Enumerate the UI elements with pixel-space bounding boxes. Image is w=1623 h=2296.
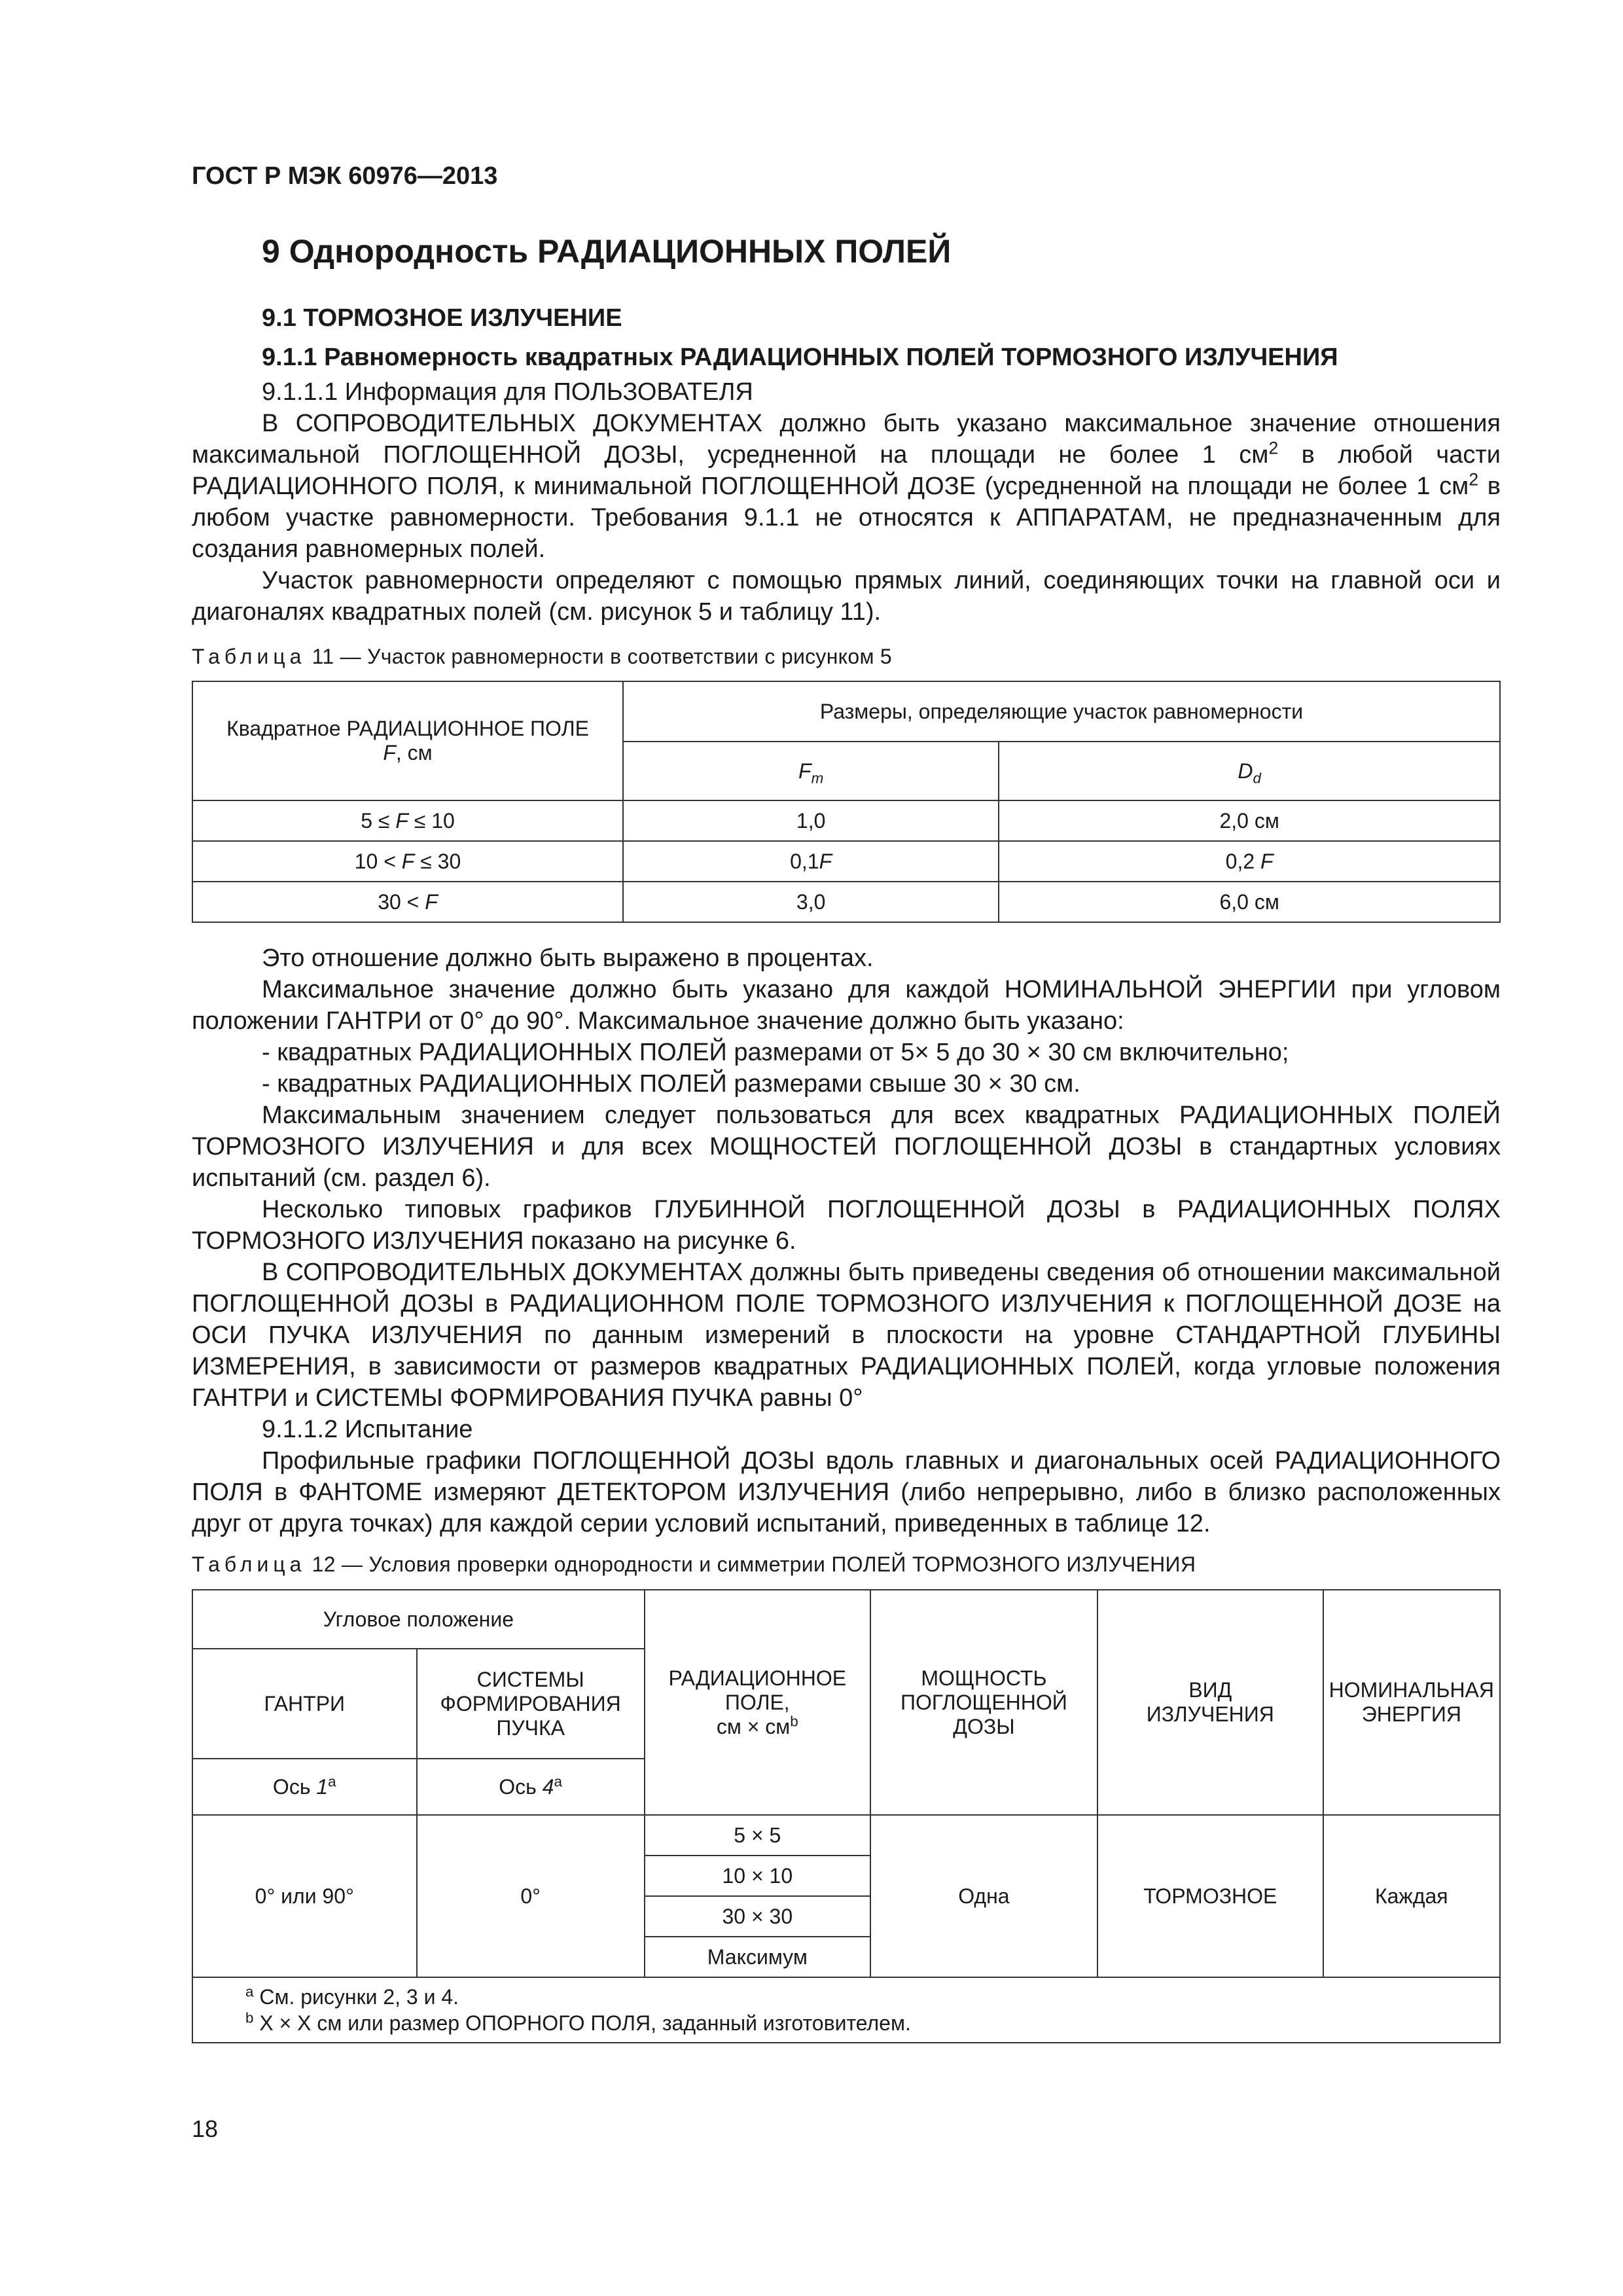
table11-cell-dd: 6,0 см xyxy=(999,882,1500,922)
paragraph-docs-requirement: В СОПРОВОДИТЕЛЬНЫХ ДОКУМЕНТАХ должно быть указано максимальное значение отношения максимальной ПОГЛОЩЕННОЙ ДОЗЫ, усредненной на площади не более 1 $см^2$ в любой части РАДИАЦИОННОГО ПОЛЯ, к минимальной ПОГЛОЩЕННОЙ ДОЗЕ (усредненной на площади не более 1 $см^2$ в любом участке равномерности. Требования 9.1.1 не относятся к АППАРАТАМ, не предназначенным для создания равномерных полей. xyxy=(192,410,1501,563)
table12-axis1: Ось 1$^a$ xyxy=(192,1759,417,1815)
table-row xyxy=(192,800,1500,841)
table12-field-value: Максимум xyxy=(645,1937,870,1977)
document-header: ГОСТ Р МЭК 60976—2013 xyxy=(192,162,498,190)
paragraph-use-max: Максимальным значением следует пользоваться для всех квадратных РАДИАЦИОННЫХ ПОЛЕЙ ТОРМОЗНОГО ИЗЛУЧЕНИЯ и для всех МОЩНОСТЕЙ ПОГЛОЩЕННОЙ ДОЗЫ в стандартных условиях испытаний (см. раздел 6). xyxy=(192,1102,1501,1192)
table12-beam-value: 0° xyxy=(417,1815,645,1977)
table11-cell-dd: 2,0 см xyxy=(999,800,1500,841)
paragraph-info-heading: 9.1.1.1 Информация для ПОЛЬЗОВАТЕЛЯ xyxy=(262,378,753,406)
table12-energy-value: Каждая xyxy=(1323,1815,1500,1977)
paragraph-uniformity-area: Участок равномерности определяют с помощью прямых линий, соединяющих точки на главной оси и диагоналях квадратных полей (см. рисунок 5 и таблицу 11). xyxy=(192,567,1501,626)
table12-gantry-header: ГАНТРИ xyxy=(192,1649,417,1759)
table12-axis4: Ось 4$^a$ xyxy=(417,1759,645,1815)
table11-fm-header: $F_m$ xyxy=(623,742,999,800)
table12-type-value: ТОРМОЗНОЕ xyxy=(1097,1815,1323,1977)
table11-cell-field: 10 < F ≤ 30 xyxy=(192,841,623,882)
table12-footnotes xyxy=(192,1977,1500,2043)
table11-group-header: Размеры, определяющие участок равномерности xyxy=(623,681,1500,742)
table-row xyxy=(192,1815,1500,1856)
paragraph-depth-dose: Несколько типовых графиков ГЛУБИННОЙ ПОГЛОЩЕННОЙ ДОЗЫ в РАДИАЦИОННЫХ ПОЛЯХ ТОРМОЗНОГО ИЗЛУЧЕНИЯ показано на рисунке 6. xyxy=(192,1196,1501,1255)
subsubsection-title: 9.1.1 Равномерность квадратных РАДИАЦИОННЫХ ПОЛЕЙ ТОРМОЗНОГО ИЗЛУЧЕНИЯ xyxy=(262,344,1338,371)
table-row xyxy=(192,841,1500,882)
table12-type-header: ВИД ИЗЛУЧЕНИЯ xyxy=(1097,1590,1323,1815)
table-12 xyxy=(192,1589,1501,2043)
table11-caption: Таблица 11 — Участок равномерности в соответствии с рисунком 5 xyxy=(192,645,893,668)
table11-cell-field: 5 ≤ F ≤ 10 xyxy=(192,800,623,841)
table12-field-value: 5 × 5 xyxy=(645,1815,870,1856)
table12-field-header: РАДИАЦИОННОЕ ПОЛЕ, см × $см^b$ xyxy=(645,1590,870,1815)
paragraph-profile-graphs: Профильные графики ПОГЛОЩЕННОЙ ДОЗЫ вдоль главных и диагональных осей РАДИАЦИОННОГО ПОЛЯ в ФАНТОМЕ измеряют ДЕТЕКТОРОМ ИЗЛУЧЕНИЯ (либо непрерывно, либо в близко расположенных друг от друга точках) для каждой серии условий испытаний, приведенных в таблице 12. xyxy=(192,1447,1501,1537)
section-title: 9 Однородность РАДИАЦИОННЫХ ПОЛЕЙ xyxy=(262,233,952,270)
table12-angle-header: Угловое положение xyxy=(192,1590,645,1649)
list-item: - квадратных РАДИАЦИОННЫХ ПОЛЕЙ размерами от 5× 5 до 30 × 30 см включительно; xyxy=(262,1039,1289,1066)
footnote-a: $^a$ См. рисунки 2, 3 и 4. xyxy=(245,1983,459,2009)
table11-col1-header: Квадратное РАДИАЦИОННОЕ ПОЛЕ F, см xyxy=(192,681,623,800)
paragraph-ratio-info: В СОПРОВОДИТЕЛЬНЫХ ДОКУМЕНТАХ должны быть приведены сведения об отношении максимальной ПОГЛОЩЕННОЙ ДОЗЫ в РАДИАЦИОННОМ ПОЛЕ ТОРМОЗНОГО ИЗЛУЧЕНИЯ к ПОГЛОЩЕННОЙ ДОЗЕ на ОСИ ПУЧКА ИЗЛУЧЕНИЯ по данным измерений в плоскости на уровне СТАНДАРТНОЙ ГЛУБИНЫ ИЗМЕРЕНИЯ, в зависимости от размеров квадратных РАДИАЦИОННЫХ ПОЛЕЙ, когда угловые положения ГАНТРИ и СИСТЕМЫ ФОРМИРОВАНИЯ ПУЧКА равны 0° xyxy=(192,1259,1501,1412)
table12-caption: Таблица 12 — Условия проверки однородности и симметрии ПОЛЕЙ ТОРМОЗНОГО ИЗЛУЧЕНИЯ xyxy=(192,1552,1196,1576)
text-block-2 xyxy=(192,942,1501,1539)
table11-cell-fm: 1,0 xyxy=(623,800,999,841)
table12-dose-value: Одна xyxy=(870,1815,1097,1977)
list-item: - квадратных РАДИАЦИОННЫХ ПОЛЕЙ размерами свыше 30 × 30 см. xyxy=(262,1070,1080,1098)
subsection-title: 9.1 ТОРМОЗНОЕ ИЗЛУЧЕНИЕ xyxy=(262,304,622,332)
table-11 xyxy=(192,681,1501,923)
table12-field-value: 30 × 30 xyxy=(645,1896,870,1937)
table12-energy-header: НОМИНАЛЬНАЯ ЭНЕРГИЯ xyxy=(1323,1590,1500,1815)
table11-cell-fm: 0,1F xyxy=(623,841,999,882)
table12-dose-header: МОЩНОСТЬ ПОГЛОЩЕННОЙ ДОЗЫ xyxy=(870,1590,1097,1815)
footnote-b: $^b$ Х × Х см или размер ОПОРНОГО ПОЛЯ, заданный изготовителем. xyxy=(245,2009,911,2035)
paragraph-percent: Это отношение должно быть выражено в процентах. xyxy=(262,944,874,972)
table11-cell-dd: 0,2 F xyxy=(999,841,1500,882)
text-block-1 xyxy=(192,376,1501,628)
table11-cell-fm: 3,0 xyxy=(623,882,999,922)
table11-cell-field: 30 < F xyxy=(192,882,623,922)
table-row xyxy=(192,882,1500,922)
table12-field-value: 10 × 10 xyxy=(645,1856,870,1896)
paragraph-max-value: Максимальное значение должно быть указано для каждой НОМИНАЛЬНОЙ ЭНЕРГИИ при угловом положении ГАНТРИ от 0° до 90°. Максимальное значение должно быть указано: xyxy=(192,976,1501,1035)
page-number: 18 xyxy=(192,2115,219,2142)
table11-dd-header: $D_d$ xyxy=(999,742,1500,800)
paragraph-test-heading: 9.1.1.2 Испытание xyxy=(262,1416,473,1443)
table12-gantry-value: 0° или 90° xyxy=(192,1815,417,1977)
table12-beam-system-header: СИСТЕМЫ ФОРМИРОВАНИЯ ПУЧКА xyxy=(417,1649,645,1759)
